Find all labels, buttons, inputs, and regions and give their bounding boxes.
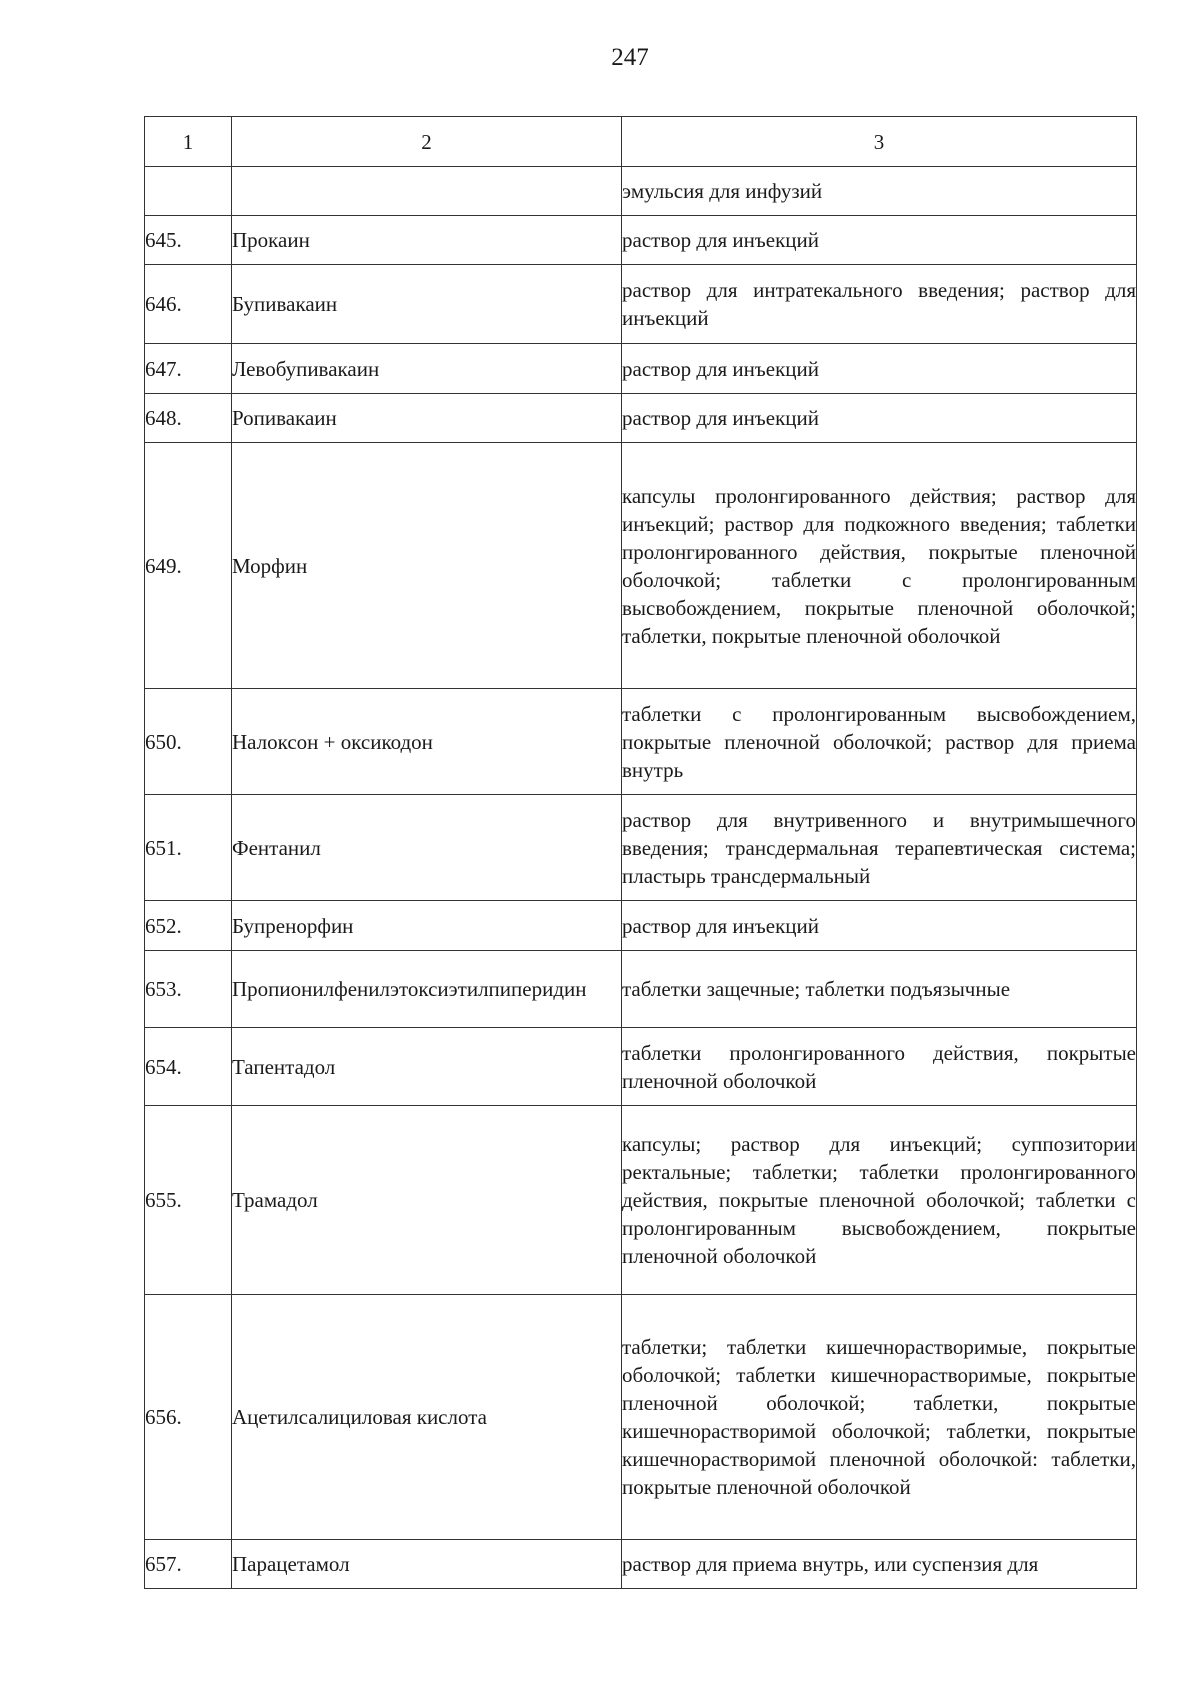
column-header: 1 bbox=[145, 117, 232, 167]
table-row bbox=[145, 1028, 1137, 1106]
table-row bbox=[145, 1540, 1137, 1589]
drug-name: Парацетамол bbox=[232, 1540, 622, 1589]
table-row bbox=[145, 216, 1137, 265]
row-number: 656. bbox=[145, 1295, 232, 1540]
dosage-form: раствор для внутривенного и внутримышечного введения; трансдермальная терапевтическая система; пластырь трансдермальный bbox=[622, 795, 1137, 901]
column-header: 3 bbox=[622, 117, 1137, 167]
dosage-form: раствор для приема внутрь, или суспензия для bbox=[622, 1540, 1137, 1589]
dosage-form: раствор для инъекций bbox=[622, 344, 1137, 394]
drug-name: Фентанил bbox=[232, 795, 622, 901]
drug-name: Тапентадол bbox=[232, 1028, 622, 1106]
table-row bbox=[145, 1106, 1137, 1295]
row-number: 655. bbox=[145, 1106, 232, 1295]
table-row bbox=[145, 167, 1137, 216]
dosage-form: раствор для инъекций bbox=[622, 901, 1137, 951]
drug-name: Бупренорфин bbox=[232, 901, 622, 951]
drug-name: Бупивакаин bbox=[232, 265, 622, 344]
row-number: 654. bbox=[145, 1028, 232, 1106]
drug-name bbox=[232, 167, 622, 216]
dosage-form: раствор для инъекций bbox=[622, 216, 1137, 265]
table-row bbox=[145, 901, 1137, 951]
drug-name: Пропионилфенилэтоксиэтилпиперидин bbox=[232, 951, 622, 1028]
row-number: 648. bbox=[145, 394, 232, 443]
table-row bbox=[145, 1295, 1137, 1540]
dosage-form: таблетки пролонгированного действия, покрытые пленочной оболочкой bbox=[622, 1028, 1137, 1106]
drug-name: Морфин bbox=[232, 443, 622, 689]
dosage-form: капсулы пролонгированного действия; раствор для инъекций; раствор для подкожного введения; таблетки пролонгированного действия, покрытые пленочной оболочкой; таблетки с пролонгированным высвобождением, покрытые пленочной оболочкой; таблетки, покрытые пленочной оболочкой bbox=[622, 443, 1137, 689]
table-row bbox=[145, 265, 1137, 344]
dosage-form: раствор для инъекций bbox=[622, 394, 1137, 443]
row-number: 657. bbox=[145, 1540, 232, 1589]
row-number: 653. bbox=[145, 951, 232, 1028]
table-row bbox=[145, 689, 1137, 795]
table-row bbox=[145, 443, 1137, 689]
table-header-row bbox=[145, 117, 1137, 167]
dosage-form: эмульсия для инфузий bbox=[622, 167, 1137, 216]
row-number: 646. bbox=[145, 265, 232, 344]
row-number: 652. bbox=[145, 901, 232, 951]
dosage-form: таблетки защечные; таблетки подъязычные bbox=[622, 951, 1137, 1028]
table-row bbox=[145, 344, 1137, 394]
dosage-form: раствор для интратекального введения; раствор для инъекций bbox=[622, 265, 1137, 344]
dosage-form: таблетки; таблетки кишечнорастворимые, покрытые оболочкой; таблетки кишечнорастворимые, покрытые пленочной оболочкой; таблетки, покрытые кишечнорастворимой оболочкой; таблетки, покрытые кишечнорастворимой пленочной оболочкой: таблетки, покрытые пленочной оболочкой bbox=[622, 1295, 1137, 1540]
table-row bbox=[145, 951, 1137, 1028]
drug-name: Прокаин bbox=[232, 216, 622, 265]
column-header: 2 bbox=[232, 117, 622, 167]
row-number: 647. bbox=[145, 344, 232, 394]
drug-name: Ацетилсалициловая кислота bbox=[232, 1295, 622, 1540]
drug-name: Ропивакаин bbox=[232, 394, 622, 443]
page-number: 247 bbox=[611, 44, 649, 71]
drug-name: Трамадол bbox=[232, 1106, 622, 1295]
table-row bbox=[145, 795, 1137, 901]
drug-table bbox=[144, 116, 1137, 1589]
row-number: 651. bbox=[145, 795, 232, 901]
dosage-form: капсулы; раствор для инъекций; суппозитории ректальные; таблетки; таблетки пролонгированного действия, покрытые пленочной оболочкой; таблетки с пролонгированным высвобождением, покрытые пленочной оболочкой bbox=[622, 1106, 1137, 1295]
row-number: 645. bbox=[145, 216, 232, 265]
row-number: 650. bbox=[145, 689, 232, 795]
drug-name: Левобупивакаин bbox=[232, 344, 622, 394]
drug-name: Налоксон + оксикодон bbox=[232, 689, 622, 795]
table-row bbox=[145, 394, 1137, 443]
row-number bbox=[145, 167, 232, 216]
dosage-form: таблетки с пролонгированным высвобождением, покрытые пленочной оболочкой; раствор для приема внутрь bbox=[622, 689, 1137, 795]
row-number: 649. bbox=[145, 443, 232, 689]
